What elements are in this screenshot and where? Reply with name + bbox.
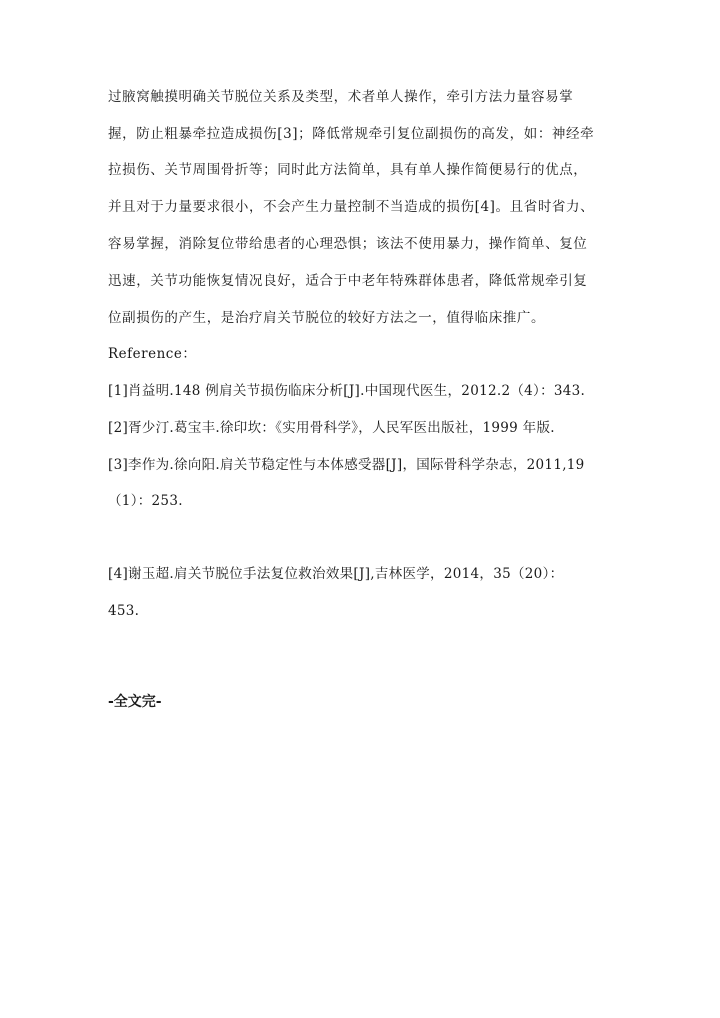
reference-line: [1]肖益明.148 例肩关节损伤临床分析[J].中国现代医生，2012.2（4）：343. [108, 383, 586, 399]
body-text-line: 握，防止粗暴牵拉造成损伤[3]；降低常规牵引复位副损伤的高发，如：神经牵 [108, 126, 595, 142]
reference-line: [2]胥少汀.葛宝丰.徐印坎：《实用骨科学》，人民军医出版社，1999 年版. [108, 420, 555, 436]
body-text-line: 并且对于力量要求很小，不会产生力量控制不当造成的损伤[4]。且省时省力、 [108, 199, 595, 215]
references-heading: Reference： [108, 346, 197, 362]
reference-line: 453. [108, 603, 140, 619]
body-text-line: 拉损伤、关节周围骨折等；同时此方法简单，具有单人操作简便易行的优点， [108, 162, 588, 178]
reference-line: （1）：253. [108, 493, 183, 509]
body-text-line: 容易掌握，消除复位带给患者的心理恐惧；该法不使用暴力，操作简单、复位 [108, 236, 588, 252]
body-text-line: 迅速，关节功能恢复情况良好，适合于中老年特殊群体患者，降低常规牵引复 [108, 273, 588, 289]
end-of-text-mark: -全文完- [108, 694, 162, 710]
body-text-line: 过腋窝触摸明确关节脱位关系及类型，术者单人操作，牵引方法力量容易掌 [108, 89, 574, 105]
body-text-line: 位副损伤的产生，是治疗肩关节脱位的较好方法之一，值得临床推广。 [108, 310, 546, 326]
reference-line: [4]谢玉超.肩关节脱位手法复位救治效果[J],吉林医学，2014，35（20）： [108, 566, 564, 582]
reference-line: [3]李作为.徐向阳.肩关节稳定性与本体感受器[J]，国际骨科学杂志，2011,19 [108, 457, 585, 473]
